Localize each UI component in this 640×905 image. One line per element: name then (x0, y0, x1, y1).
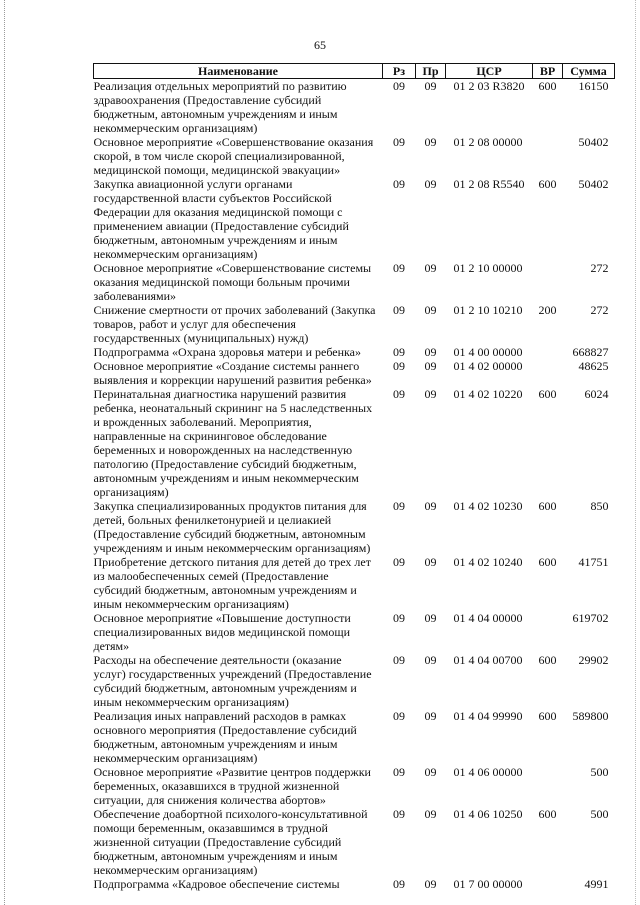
row-vr: 200 (538, 303, 557, 317)
row-rz: 09 (393, 303, 405, 317)
scan-right-edge (635, 0, 637, 905)
row-pr: 09 (424, 653, 437, 667)
row-rz: 09 (393, 499, 405, 513)
row-pr: 09 (424, 79, 437, 93)
row-csr: 01 2 08 00000 (453, 135, 523, 149)
row-csr: 01 4 00 00000 (453, 345, 523, 359)
table-row (94, 807, 615, 877)
row-csr: 01 2 10 00000 (453, 261, 523, 275)
row-pr: 09 (424, 387, 437, 401)
row-pr: 09 (424, 807, 437, 821)
row-rz: 09 (393, 261, 405, 275)
row-sum: 619702 (572, 611, 609, 625)
table-row (94, 611, 615, 653)
row-pr: 09 (424, 499, 437, 513)
row-csr: 01 4 04 99990 (453, 709, 523, 723)
table-row (94, 499, 615, 555)
row-name: Закупка специализированных продуктов питания для детей, больных фенилкетонурией и целиакией (Предоставление субсидий бюджетным, автономным учреждениям и иным некоммерческим организациям) (93, 499, 371, 555)
row-pr: 09 (424, 177, 437, 191)
table-row (94, 877, 615, 891)
table-row (94, 345, 615, 359)
table-body (94, 79, 615, 892)
row-sum: 50402 (578, 177, 609, 191)
row-pr: 09 (424, 555, 437, 569)
table-row (94, 359, 615, 387)
table-row (94, 765, 615, 807)
row-sum: 41751 (578, 555, 609, 569)
row-rz: 09 (393, 877, 405, 891)
row-rz: 09 (393, 79, 405, 93)
row-name: Основное мероприятие «Совершенствование оказания скорой, в том числе скорой специализированной, медицинской помощи, медицинской эвакуации» (93, 135, 374, 177)
row-csr: 01 4 02 00000 (453, 359, 523, 373)
row-vr (533, 611, 563, 653)
row-vr: 600 (538, 555, 557, 569)
row-sum: 29902 (578, 653, 609, 667)
row-rz: 09 (393, 765, 405, 779)
row-sum: 850 (590, 499, 609, 513)
row-vr (533, 345, 563, 359)
row-name: Обеспечение доабортной психолого-консультативной помощи беременным, оказавшимся в трудной жизненной ситуации (Предоставление субсидий бюджетным, автономным учреждениям и иным некоммерческим организациям) (93, 807, 368, 877)
row-csr: 01 4 02 10240 (453, 555, 523, 569)
row-sum: 48625 (578, 359, 609, 373)
column-header-pr: Пр (416, 64, 446, 79)
row-pr: 09 (424, 345, 437, 359)
row-sum: 272 (590, 261, 609, 275)
row-csr: 01 4 02 10220 (453, 387, 523, 401)
row-name: Перинатальная диагностика нарушений развития ребенка, неонатальный скрининг на 5 наследственных и врожденных заболеваний. Мероприятия, направленные на скрининговое обследование беременных и новорожденных на наследственную патологию (Предоставление субсидий бюджетным, автономным учреждениям и иным некоммерческим организациям) (93, 387, 373, 499)
row-csr: 01 2 03 R3820 (453, 79, 525, 93)
table-row (94, 555, 615, 611)
table-header (94, 64, 615, 79)
table-row (94, 303, 615, 345)
row-vr: 600 (538, 807, 557, 821)
row-vr (533, 877, 563, 891)
row-sum: 272 (590, 303, 609, 317)
column-header-name: Наименование (94, 64, 383, 79)
row-rz: 09 (393, 709, 405, 723)
row-sum: 500 (590, 765, 609, 779)
table-row (94, 387, 615, 499)
row-rz: 09 (393, 653, 405, 667)
row-pr: 09 (424, 303, 437, 317)
row-csr: 01 2 10 10210 (453, 303, 523, 317)
table-row (94, 177, 615, 261)
column-header-rz: Рз (383, 64, 416, 79)
budget-table (93, 63, 615, 891)
row-name: Основное мероприятие «Совершенствование системы оказания медицинской помощи больным прочими заболеваниями» (93, 261, 372, 303)
row-vr (533, 261, 563, 303)
row-vr (533, 135, 563, 177)
row-sum: 6024 (584, 387, 609, 401)
row-sum: 589800 (572, 709, 609, 723)
row-rz: 09 (393, 807, 405, 821)
row-vr (533, 765, 563, 807)
row-pr: 09 (424, 359, 437, 373)
row-vr: 600 (538, 653, 557, 667)
row-pr: 09 (424, 877, 437, 891)
header-row (94, 64, 615, 79)
table-row (94, 135, 615, 177)
row-name: Реализация иных направлений расходов в рамках основного мероприятия (Предоставление субсидий бюджетным, автономным учреждениям и иным некоммерческим организациям) (93, 709, 357, 765)
row-csr: 01 4 06 10250 (453, 807, 523, 821)
row-csr: 01 4 04 00700 (453, 653, 523, 667)
row-sum: 50402 (578, 135, 609, 149)
row-name: Закупка авиационной услуги органами государственной власти субъектов Российской Федерации для оказания медицинской помощи с применением авиации (Предоставление субсидий бюджетным, автономным учреждениям и иным некоммерческим организациям) (93, 177, 349, 261)
row-sum: 668827 (572, 345, 609, 359)
row-name: Основное мероприятие «Повышение доступности специализированных видов медицинской помощи детям» (93, 611, 351, 653)
row-rz: 09 (393, 611, 405, 625)
row-rz: 09 (393, 359, 405, 373)
row-csr: 01 4 04 00000 (453, 611, 523, 625)
row-name: Подпрограмма «Охрана здоровья матери и ребенка» (93, 345, 361, 359)
row-vr: 600 (538, 79, 557, 93)
table-row (94, 709, 615, 765)
row-sum: 16150 (578, 79, 609, 93)
row-pr: 09 (424, 135, 437, 149)
row-csr: 01 2 08 R5540 (453, 177, 525, 191)
row-sum: 4991 (584, 877, 609, 891)
table-row (94, 653, 615, 709)
row-pr: 09 (424, 709, 437, 723)
row-name: Подпрограмма «Кадровое обеспечение системы (93, 877, 340, 891)
row-rz: 09 (393, 345, 405, 359)
row-vr: 600 (538, 709, 557, 723)
column-header-sum: Сумма (563, 64, 615, 79)
row-vr (533, 359, 563, 387)
row-name: Приобретение детского питания для детей до трех лет из малообеспеченных семей (Предоставление субсидий бюджетным, автономным учреждениям и иным некоммерческим организациям) (93, 555, 371, 611)
column-header-vr: ВР (533, 64, 563, 79)
row-vr: 600 (538, 387, 557, 401)
row-name: Расходы на обеспечение деятельности (оказание услуг) государственных учреждений (Предоставление субсидий бюджетным, автономным учреждениям и иным некоммерческим организациям) (93, 653, 372, 709)
row-pr: 09 (424, 261, 437, 275)
row-name: Основное мероприятие «Создание системы раннего выявления и коррекции нарушений развития ребенка» (93, 359, 372, 387)
scan-left-edge (4, 0, 6, 905)
row-csr: 01 4 06 00000 (453, 765, 523, 779)
row-name: Реализация отдельных мероприятий по развитию здравоохранения (Предоставление субсидий бюджетным, автономным учреждениям и иным некоммерческим организациям) (93, 79, 347, 135)
row-pr: 09 (424, 611, 437, 625)
page-number: 65 (314, 38, 326, 52)
row-sum: 500 (590, 807, 609, 821)
row-vr: 600 (538, 177, 557, 191)
row-name: Основное мероприятие «Развитие центров поддержки беременных, оказавшихся в трудной жизненной ситуации, для снижения количества абортов» (93, 765, 371, 807)
row-rz: 09 (393, 135, 405, 149)
row-rz: 09 (393, 555, 405, 569)
row-name: Снижение смертности от прочих заболеваний (Закупка товаров, работ и услуг для обеспечения государственных (муниципальных) нужд) (93, 303, 376, 345)
row-rz: 09 (393, 177, 405, 191)
table-row (94, 79, 615, 136)
table-row (94, 261, 615, 303)
row-rz: 09 (393, 387, 405, 401)
row-csr: 01 4 02 10230 (453, 499, 523, 513)
row-pr: 09 (424, 765, 437, 779)
column-header-csr: ЦСР (446, 64, 533, 79)
row-csr: 01 7 00 00000 (453, 877, 523, 891)
row-vr: 600 (538, 499, 557, 513)
